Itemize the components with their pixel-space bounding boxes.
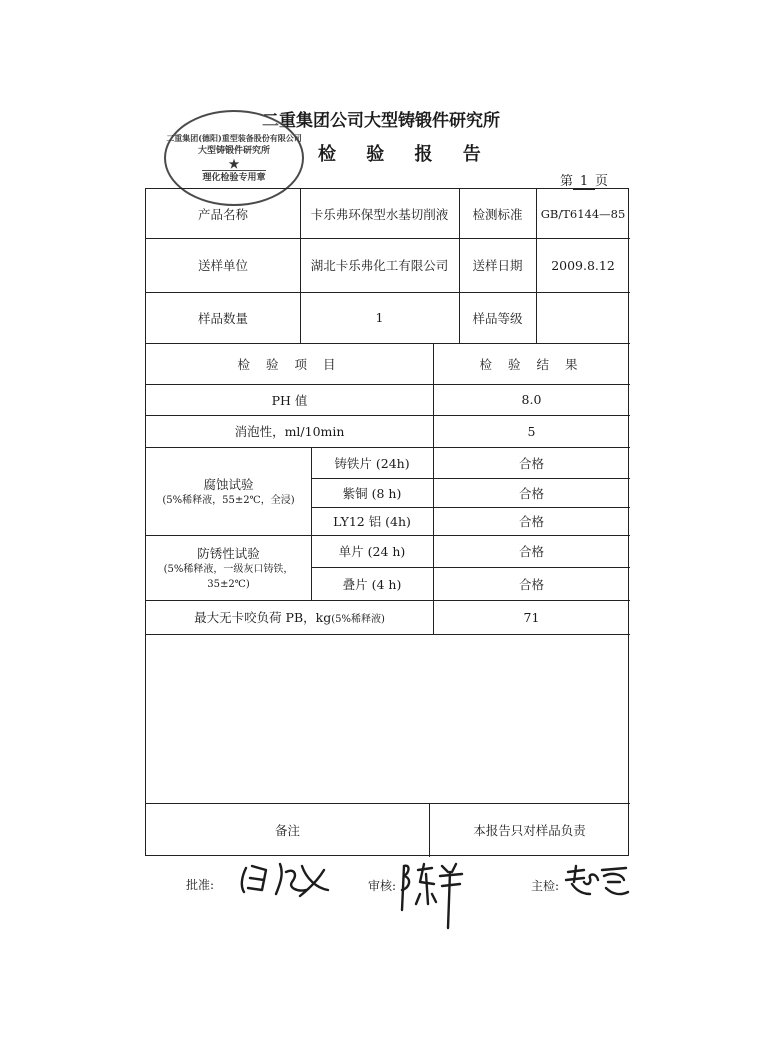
sender-value: 湖北卡乐弗化工有限公司 (310, 258, 449, 273)
ph-label: PH 值 (271, 392, 308, 408)
corrosion-condition: (5%稀释液，55±2℃，全浸) (162, 494, 295, 506)
date-value: 2009.8.12 (551, 257, 615, 273)
stamp-bottom-text: 理化检验专用章 (202, 170, 265, 185)
corrosion-sub-cast-iron: 铸铁片 (24h) (334, 455, 410, 471)
corrosion-value-aluminum: 合格 (518, 514, 544, 529)
date-label: 送样日期 (472, 258, 523, 273)
remarks-label: 备注 (274, 823, 300, 838)
ph-value: 8.0 (521, 392, 542, 407)
max-load-label (146, 600, 433, 634)
stamp-ring-text: 二重集团(德阳)重型装备股份有限公司 (166, 132, 302, 143)
corrosion-test-label (146, 447, 311, 535)
corrosion-title: 腐蚀试验 (203, 476, 254, 492)
grade-value (536, 292, 630, 343)
rust-test-label (146, 535, 311, 600)
item-header: 检 验 项 目 (237, 356, 342, 372)
review-label: 审核: (368, 879, 397, 893)
organization-title: 二重集团公司大型铸锻件研究所 (262, 111, 500, 131)
rust-value-stacked: 合格 (518, 576, 544, 592)
foam-label: 消泡性，ml/10min (234, 424, 345, 439)
rust-condition-line-2: 35±2℃) (207, 578, 250, 590)
approve-label: 批准: (186, 878, 215, 892)
quantity-label: 样品数量 (197, 310, 248, 326)
max-load-label-note: (5%稀释液) (331, 613, 385, 625)
rust-condition-line-1: (5%稀释液，一级灰口铸铁， (163, 563, 294, 575)
corrosion-value-copper: 合格 (518, 485, 544, 501)
rust-sub-stacked: 叠片 (4 h) (342, 576, 402, 592)
remarks-value: 本报告只对样品负责 (473, 823, 586, 838)
stamp-center-text: 大型铸锻件研究所 (197, 145, 270, 156)
standard-label: 检测标准 (472, 206, 523, 222)
grade-label: 样品等级 (472, 310, 523, 326)
corrosion-sub-copper: 紫铜 (8 h) (342, 485, 402, 501)
rust-value-single: 合格 (518, 544, 544, 559)
rust-title: 防锈性试验 (197, 545, 260, 561)
corrosion-sub-aluminum: LY12 铝 (4h) (333, 514, 411, 529)
report-title: 检 验 报 告 (318, 144, 493, 165)
inspect-signature (562, 862, 632, 900)
quantity-value: 1 (375, 310, 384, 325)
page-number-value: 1 (573, 174, 595, 190)
page-number (560, 170, 608, 190)
foam-value: 5 (527, 423, 536, 439)
rust-sub-single: 单片 (24 h) (338, 544, 406, 559)
page-suffix: 页 (595, 174, 609, 189)
approve-signature (236, 860, 336, 900)
sender-label: 送样单位 (197, 258, 248, 273)
standard-value: GB/T6144—85 (540, 206, 626, 221)
report-table (145, 188, 629, 856)
review-signature (398, 860, 468, 932)
stamp-star-icon: ★ (228, 156, 240, 171)
page-prefix: 第 (560, 174, 574, 189)
max-load-value: 71 (523, 609, 540, 625)
corrosion-value-cast-iron: 合格 (518, 455, 544, 471)
result-header: 检 验 结 果 (479, 356, 584, 372)
max-load-label-main: 最大无卡咬负荷 PB，kg (194, 610, 332, 625)
product-name-label: 产品名称 (197, 206, 248, 222)
inspect-label: 主检: (531, 879, 560, 893)
product-name-value: 卡乐弗环保型水基切削液 (310, 206, 449, 222)
